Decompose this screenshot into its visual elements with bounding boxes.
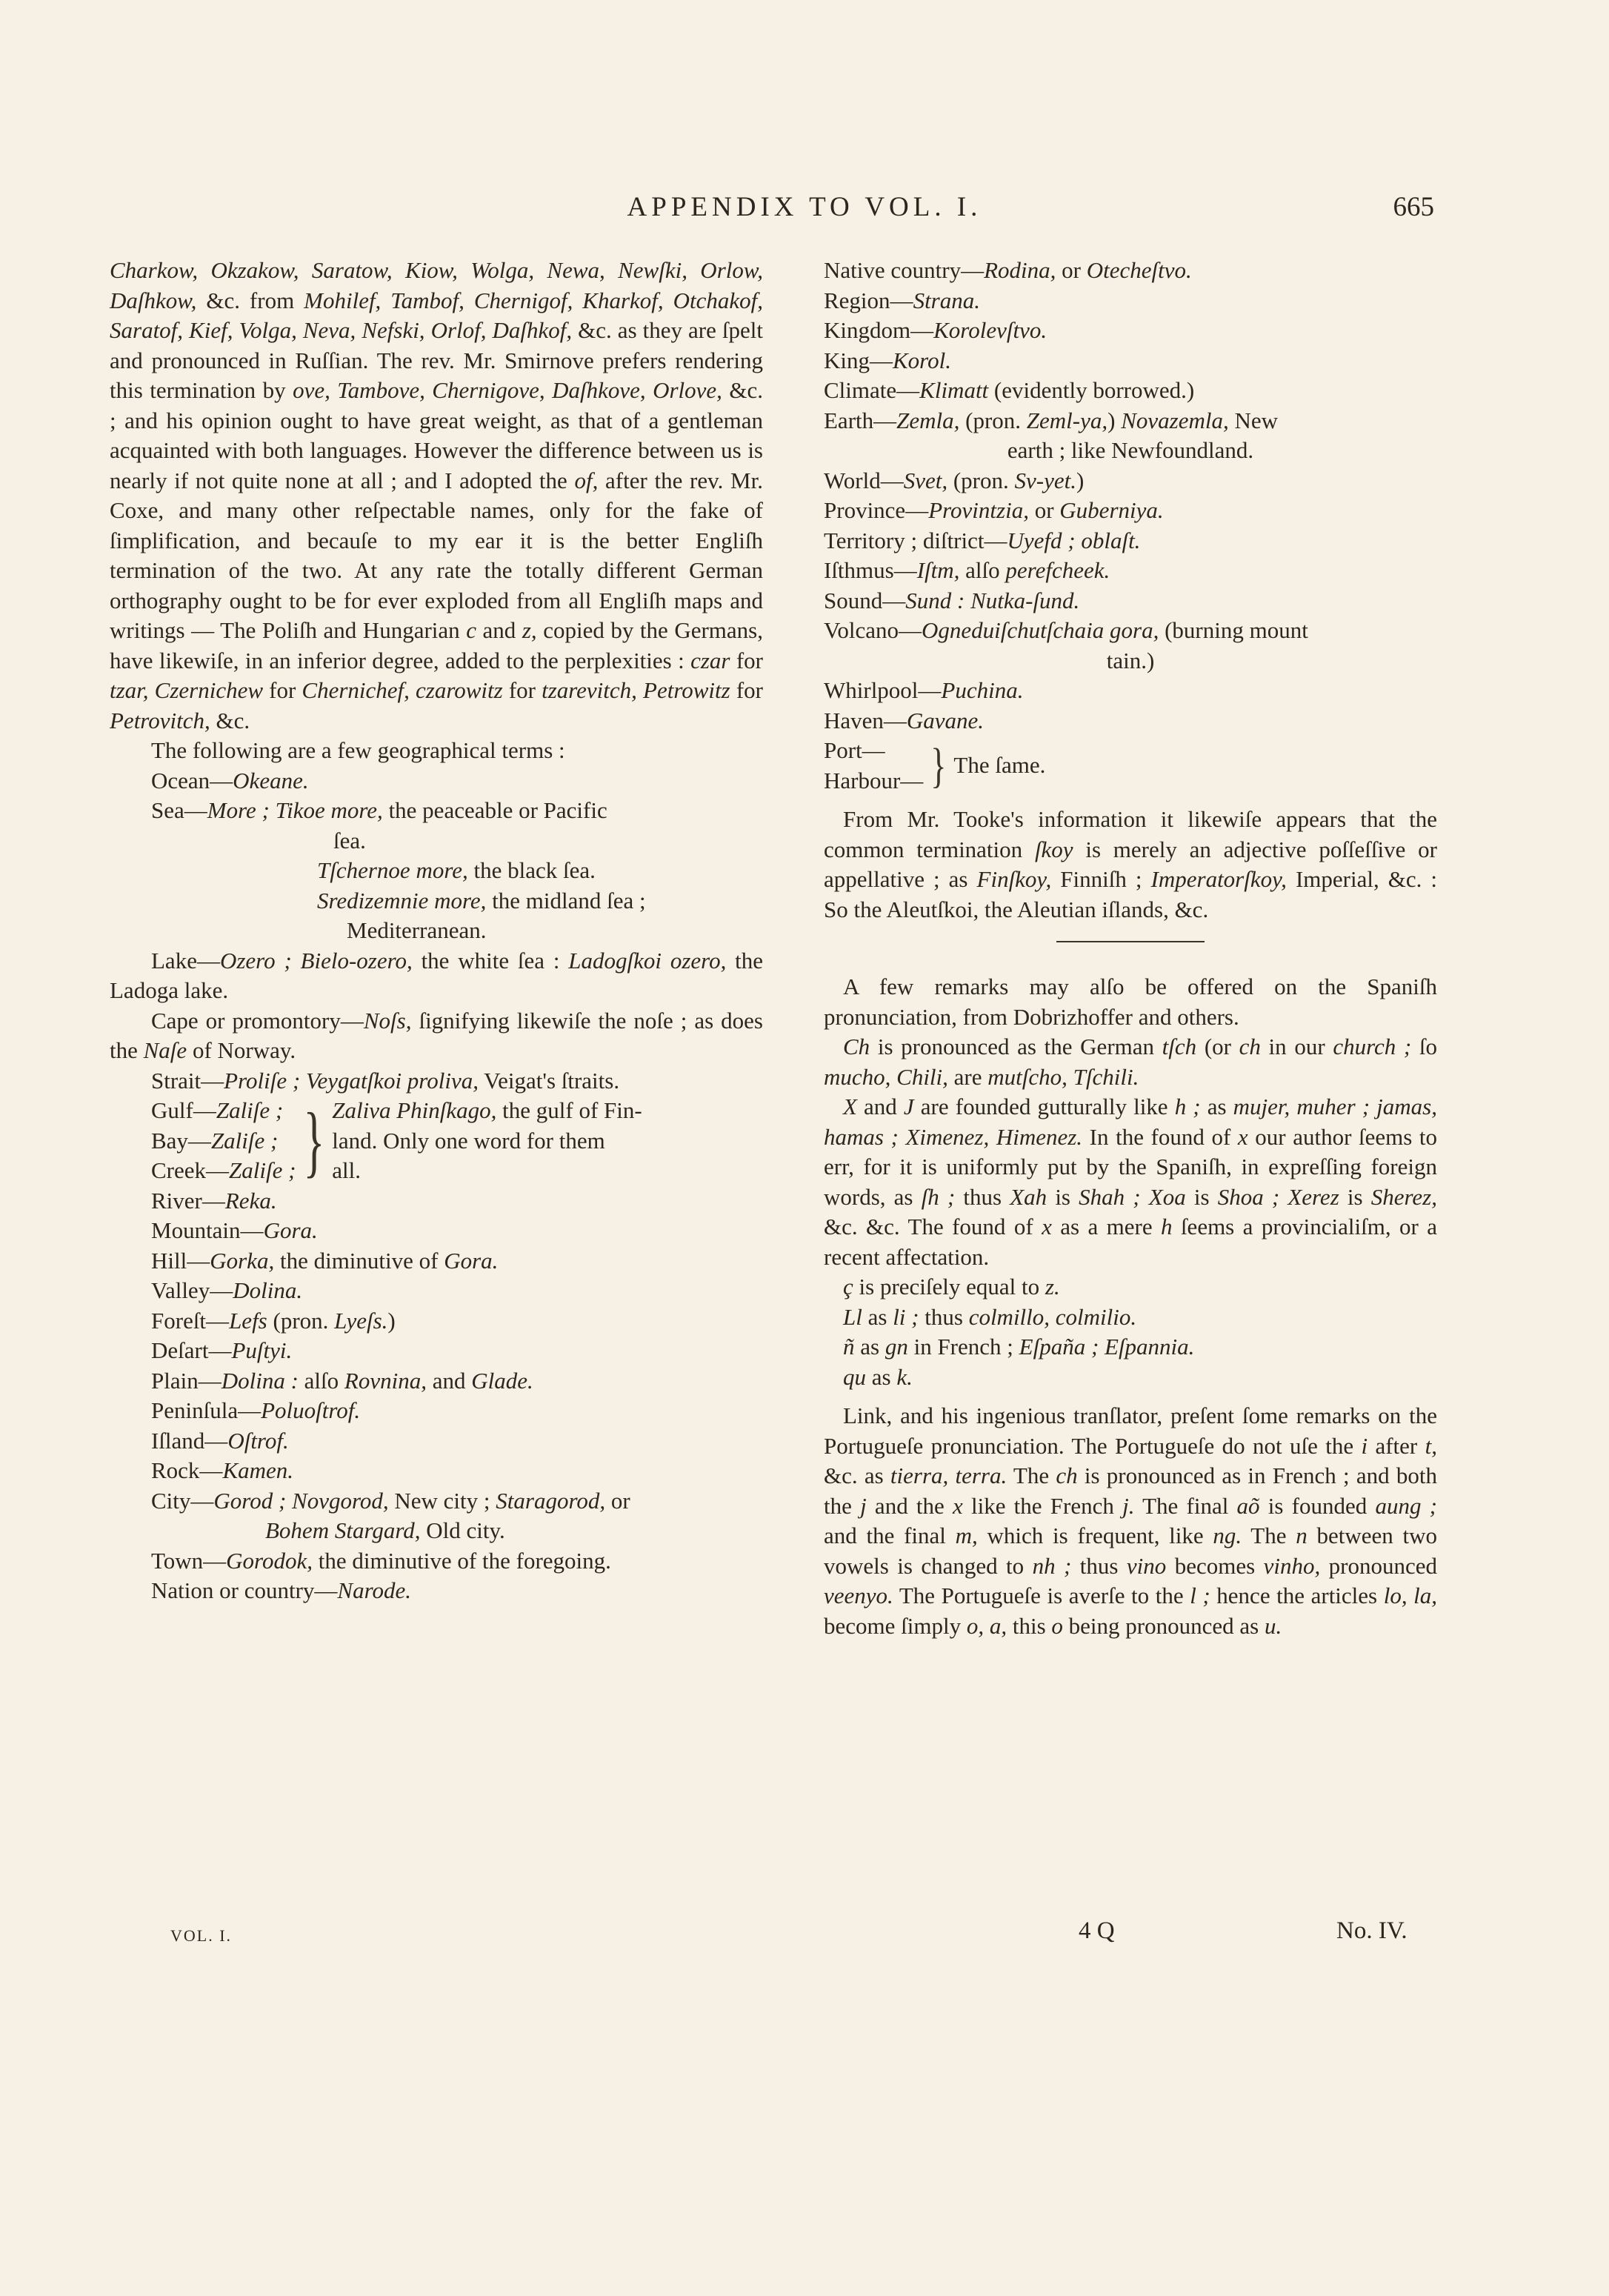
term-native-country: Native country—Rodina, or Otecheſtvo.	[824, 257, 1192, 283]
term-same: The ſame.	[953, 752, 1046, 779]
term-mid-sea-cont: Mediterranean.	[347, 917, 487, 943]
paragraph-termination: Charkow, Okzakow, Saratow, Kiow, Wolga, Newa, Newſki, Orlow, Daſhkow, &c. from Mohilef, Tambof, Chernigof, Kharkof, Otchakof, Saratof, Kief, Volga, Neva, Nefski, Orlof, Daſhkof, &c. as they are ſpelt and pronounced in Ruſſian. The rev. Mr. Smirnove prefers rendering this termination by ove, Tambove, Chernigove, Daſhkove, Orlove, &c. ; and his opinion ought to have great weight, as that of a gentleman acquainted with both languages. However the difference between us is nearly if not quite none at all ; and I adopted the of, after the rev. Mr. Coxe, and many other reſpectable names, only for the fake of ſimplification, and becauſe to my ear it is the better Engliſh termination of the two. At any rate the totally different German orthography ought to be for ever exploded from all Engliſh maps and writings — The Poliſh and Hungarian c and z, copied by the Germans, have likewiſe, in an inferior degree, added to the perplexities : czar for tzar, Czernichew for Chernichef, czarowitz for tzarevitch, Petrowitz for Petrovitch, &c.	[110, 257, 764, 733]
term-island: Iſland—Oſtrof.	[151, 1427, 289, 1454]
term-lake: Lake—Ozero ; Bielo-ozero, the white ſea : Ladogſkoi ozero, the Ladoga lake.	[110, 947, 764, 1003]
gulf-note-3: all.	[332, 1157, 362, 1183]
page-number: 665	[1393, 192, 1434, 222]
footer-gathering: 4 Q	[1079, 1917, 1115, 1944]
term-isthmus: Iſthmus—Iſtm, alſo perefcheek.	[824, 557, 1110, 583]
term-nation: Nation or country—Narode.	[151, 1577, 411, 1603]
term-hill: Hill—Gorka, the diminutive of Gora.	[151, 1247, 499, 1274]
term-city: City—Gorod ; Novgorod, New city ; Staragorod, or	[151, 1487, 630, 1514]
section-divider	[1056, 941, 1205, 942]
brace-icon: }	[303, 1097, 325, 1185]
term-mid-sea: Sredizemnie more, the midland ſea ;	[317, 887, 646, 914]
brace-icon: }	[930, 738, 947, 793]
term-river: River—Reka.	[151, 1187, 277, 1214]
term-plain: Plain—Dolina : alſo Rovnina, and Glade.	[151, 1367, 533, 1394]
gulf-bay-creek-group	[110, 1096, 763, 1186]
term-desert: Deſart—Puſtyi.	[151, 1337, 293, 1363]
term-cape: Cape or promontory—Noſs, ſignifying likewiſe the noſe ; as does the Naſe of Norway.	[110, 1007, 763, 1063]
right-column	[824, 256, 1437, 1641]
term-rock: Rock—Kamen.	[151, 1457, 294, 1483]
term-earth: Earth—Zemla, (pron. Zeml-ya,) Novazemla, New	[824, 407, 1279, 433]
page-header	[0, 191, 1609, 228]
footer-signature: VOL. I.	[170, 1926, 233, 1945]
term-world: World—Svet, (pron. Sv-yet.)	[824, 467, 1085, 493]
paragraph-n-tilde: ñ as gn in French ; Eſpaña ; Eſpannia.	[843, 1334, 1195, 1360]
term-peninsula: Peninſula—Poluoſtrof.	[151, 1397, 361, 1423]
footer-number: No. IV.	[1336, 1917, 1408, 1944]
left-column	[110, 256, 763, 1606]
port-harbour-group	[824, 736, 1437, 796]
gulf-note-2: land. Only one word for them	[332, 1127, 605, 1154]
term-town: Town—Gorodok, the diminutive of the foregoing.	[151, 1547, 611, 1574]
term-mountain: Mountain—Gora.	[151, 1217, 318, 1243]
term-port: Port—	[824, 737, 885, 763]
paragraph-qu: qu as k.	[843, 1363, 913, 1390]
term-sound: Sound—Sund : Nutka-ſund.	[824, 587, 1080, 613]
term-black-sea: Tſchernoe more, the black ſea.	[317, 857, 596, 883]
term-creek: Creek—Zaliſe ;	[151, 1157, 296, 1183]
term-valley: Valley—Dolina.	[151, 1277, 303, 1303]
paragraph-x-j: X and J are founded gutturally like h ; as mujer, muher ; jamas, hamas ; Ximenez, Himenez. In the found of x our author ſeems to err, for it is uniformly put by the Spaniſh, in expreſſing foreign words, as ſh ; thus Xah is Shah ; Xoa is Shoa ; Xerez is Sherez, &c. &c. The found of x as a mere h ſeems a provincialiſm, or a recent affectation.	[824, 1094, 1438, 1270]
term-gulf: Gulf—Zaliſe ;	[151, 1097, 284, 1123]
paragraph-spanish: A few remarks may alſo be offered on the Spaniſh pronunciation, from Dobrizhoffer and others.	[824, 974, 1437, 1030]
term-whirlpool: Whirlpool—Puchina.	[824, 677, 1024, 703]
paragraph-ll: Ll as li ; thus colmillo, colmilio.	[843, 1303, 1137, 1330]
paragraph-portuguese: Link, and his ingenious tranſlator, preſent ſome remarks on the Portugueſe pronunciation. The Portugueſe do not uſe the i after t, &c. as tierra, terra. The ch is pronounced as in French ; and both the j and the x like the French j. The final aõ is founded aung ; and the final m, which is frequent, like ng. The n between two vowels is changed to nh ; thus vino becomes vinho, pronounced veenyo. The Portugueſe is averſe to the l ; hence the articles lo, la, become ſimply o, a, this o being pronounced as u.	[824, 1402, 1438, 1639]
term-volcano-cont: tain.)	[1106, 647, 1155, 673]
gulf-note: Zaliva Phinſkago, the gulf of Fin-	[332, 1097, 642, 1123]
term-province: Province—Provintzia, or Guberniya.	[824, 497, 1164, 523]
paragraph-c-cedilla: ç is preciſely equal to z.	[843, 1274, 1060, 1300]
term-territory: Territory ; diſtrict—Uyefd ; oblaſt.	[824, 527, 1141, 553]
term-strait: Strait—Proliſe ; Veygatſkoi proliva, Veigat's ſtraits.	[151, 1067, 620, 1094]
running-title: APPENDIX TO VOL. I.	[627, 192, 982, 222]
term-sea-cont: ſea.	[333, 827, 366, 853]
term-climate: Climate—Klimatt (evidently borrowed.)	[824, 377, 1195, 403]
term-bay: Bay—Zaliſe ;	[151, 1127, 279, 1154]
term-ocean: Ocean—Okeane.	[151, 767, 309, 793]
term-king: King—Korol.	[824, 347, 951, 373]
intro-line: The following are a few geographical terms :	[151, 737, 565, 763]
term-city-cont: Bohem Stargard, Old city.	[265, 1517, 505, 1543]
term-earth-cont: earth ; like Newfoundland.	[1007, 437, 1254, 463]
term-forest: Foreſt—Lefs (pron. Lyeſs.)	[151, 1307, 396, 1334]
paragraph-ch: Ch is pronounced as the German tſch (or ch in our church ; ſo mucho, Chili, are mutſcho, Tſchili.	[824, 1034, 1438, 1090]
term-sea: Sea—More ; Tikoe more, the peaceable or Pacific	[151, 797, 607, 823]
term-volcano: Volcano—Ogneduiſchutſchaia gora, (burning mount	[824, 617, 1308, 643]
term-haven: Haven—Gavane.	[824, 707, 985, 733]
term-region: Region—Strana.	[824, 287, 980, 313]
term-harbour: Harbour—	[824, 767, 924, 793]
term-kingdom: Kingdom—Korolevſtvo.	[824, 317, 1047, 343]
paragraph-tooke: From Mr. Tooke's information it likewiſe appears that the common termination ſkoy is merely an adjective poſſeſſive or appellative ; as Finſkoy, Finniſh ; Imperatorſkoy, Imperial, &c. : So the Aleutſkoi, the Aleutian iſlands, &c.	[824, 806, 1437, 922]
